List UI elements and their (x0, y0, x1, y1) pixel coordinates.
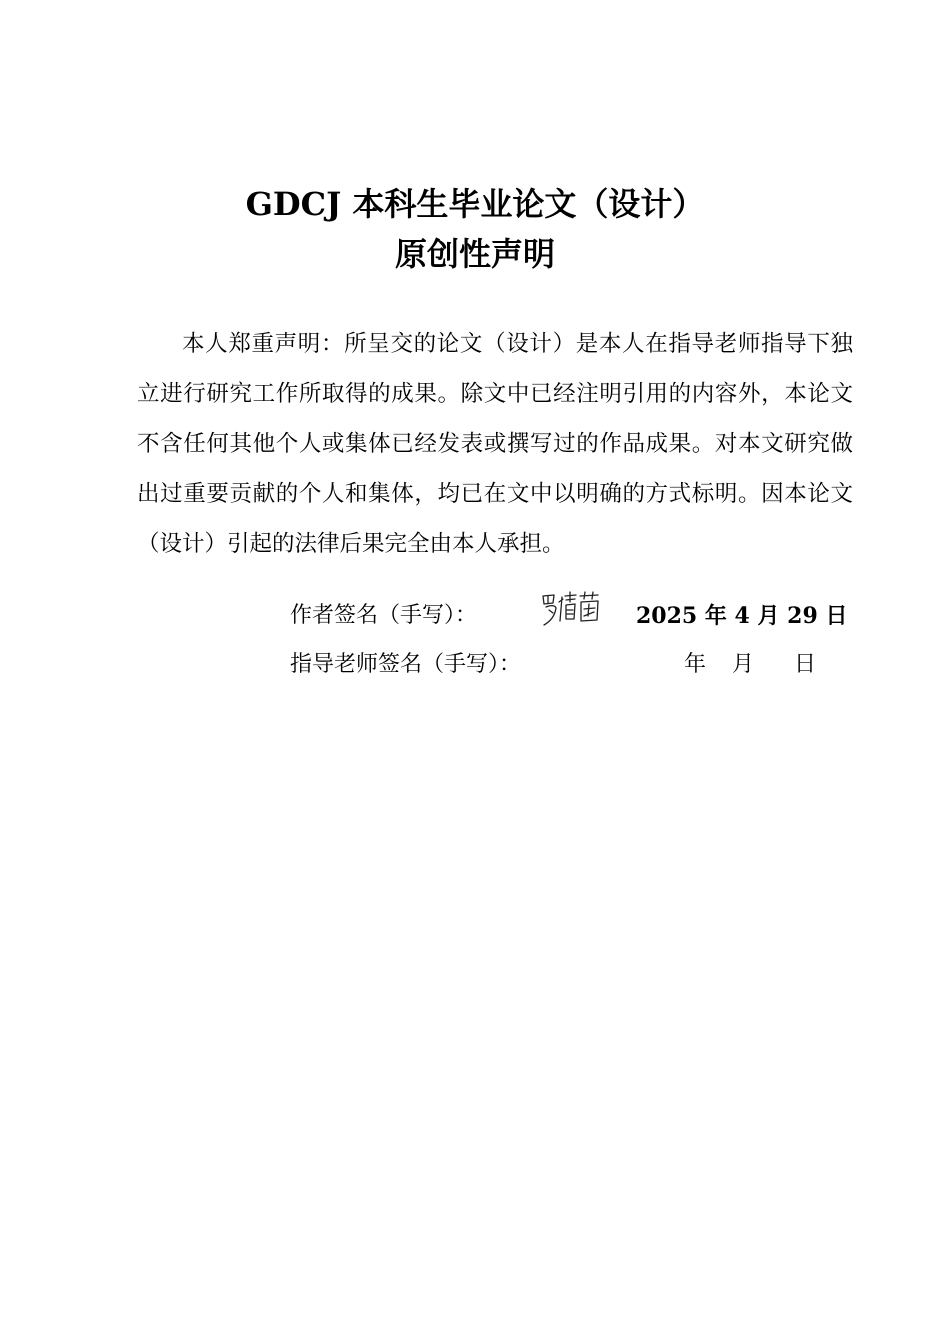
advisor-signature-label: 指导老师签名（手写）： (290, 652, 522, 677)
handwritten-signature (540, 588, 602, 632)
statement-paragraph: 本人郑重声明：所呈交的论文（设计）是本人在指导老师指导下独立进行研究工作所取得的成果。除文中已经注明引用的内容外，本论文不含任何其他个人或集体已经发表或撰写过的作品成果。对本文研究做出过重要贡献的个人和集体，均已在文中以明确的方式标明。因本论文（设计）引起的法律后果完全由本人承担。 (137, 331, 853, 557)
advisor-date-year: 年 (684, 652, 707, 677)
author-sign-date: 2025 年 4 月 29 日 (636, 603, 848, 629)
advisor-date-month: 月 (732, 652, 755, 677)
document-subtitle: 原创性声明 (394, 235, 555, 273)
author-signature-label: 作者签名（手写）： (290, 603, 478, 628)
document-title: GDCJ 本科生毕业论文（设计） (245, 185, 705, 223)
advisor-date-day: 日 (794, 652, 817, 677)
